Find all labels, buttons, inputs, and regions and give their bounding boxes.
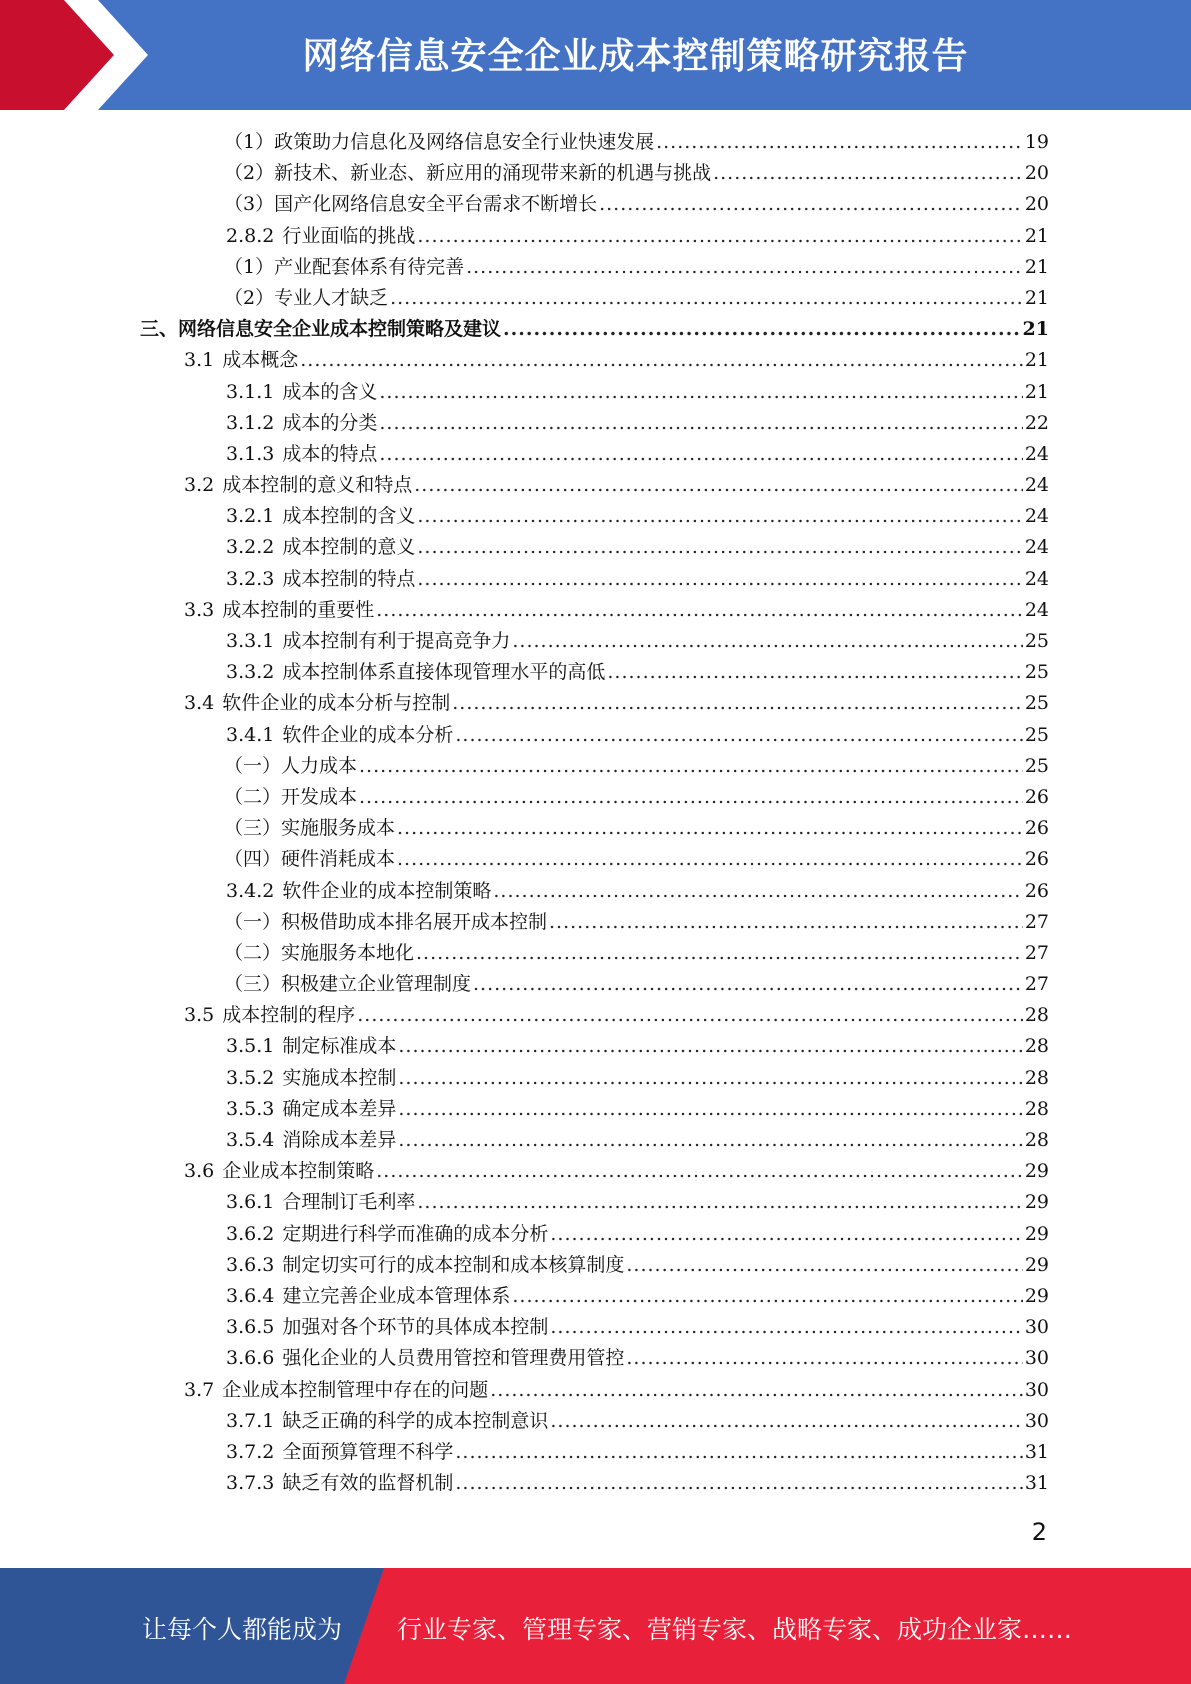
toc-entry-label: [226, 532, 415, 563]
toc-entry-page: 31: [1024, 1440, 1049, 1463]
toc-entry[interactable]: [140, 252, 1049, 283]
toc-entry-label: [226, 1281, 510, 1312]
toc-entry[interactable]: [140, 720, 1049, 751]
toc-entry-label: [226, 876, 491, 907]
toc-entry[interactable]: [140, 158, 1049, 189]
toc-entry-number: 3.3.1: [226, 630, 275, 652]
toc-entry[interactable]: [140, 844, 1049, 875]
toc-entry-page: 29: [1024, 1191, 1049, 1214]
toc-entry-page: 25: [1024, 723, 1049, 746]
toc-leader-dots: [490, 1375, 1023, 1406]
toc-entry-number: 3.6.1: [226, 1191, 275, 1214]
toc-entry-text: 成本控制有利于提高竞争力: [282, 630, 511, 652]
toc-leader-dots: [626, 1250, 1022, 1281]
toc-entry-label: [226, 1250, 624, 1281]
toc-entry-page: 30: [1024, 1378, 1049, 1401]
toc-entry[interactable]: [140, 1343, 1049, 1374]
toc-entry-label: [184, 1156, 374, 1187]
toc-entry-number: 3.6.2: [226, 1222, 275, 1245]
toc-entry-text: （三）实施服务成本: [224, 817, 396, 840]
toc-entry-label: [224, 969, 471, 1000]
toc-entry-number: 3.5: [184, 1004, 215, 1027]
toc-entry-number: 3.7: [184, 1378, 215, 1401]
toc-entry-page: 25: [1024, 661, 1049, 684]
toc-entry-text: （3）国产化网络信息安全平台需求不断增长: [224, 193, 598, 216]
toc-leader-dots: [379, 439, 1022, 470]
toc-entry-number: 3.6: [184, 1160, 215, 1183]
toc-entry[interactable]: [140, 314, 1049, 345]
toc-entry-page: 22: [1024, 411, 1049, 434]
toc-entry[interactable]: [140, 408, 1049, 439]
toc-leader-dots: [503, 314, 1021, 345]
toc-entry[interactable]: [140, 1468, 1049, 1499]
toc-entry-page: 30: [1024, 1347, 1049, 1370]
toc-entry-number: 3.5.2: [226, 1066, 275, 1089]
toc-entry-text: 成本控制的程序: [222, 1004, 356, 1027]
toc-leader-dots: [357, 1000, 1023, 1031]
toc-entry-label: [184, 595, 374, 626]
toc-entry-page: 26: [1024, 848, 1049, 871]
toc-entry-page: 21: [1024, 349, 1049, 372]
toc-leader-dots: [455, 1468, 1022, 1499]
toc-entry-text: 确定成本差异: [282, 1097, 397, 1120]
toc-entry-page: 24: [1024, 442, 1049, 465]
toc-entry-text: 成本控制的意义: [282, 536, 416, 559]
toc-entry-number: 3.3.2: [226, 661, 275, 684]
toc-entry-label: [226, 720, 453, 751]
toc-entry-page: 25: [1024, 630, 1049, 652]
toc-leader-dots: [379, 377, 1022, 408]
toc-leader-dots: [626, 1343, 1022, 1374]
toc-entry-text: （二）开发成本: [224, 785, 358, 808]
table-of-contents: [140, 127, 1049, 1499]
toc-entry-text: （三）积极建立企业管理制度: [224, 973, 472, 996]
toc-entry-label: [226, 1187, 415, 1218]
toc-entry-page: 26: [1024, 817, 1049, 840]
toc-entry-number: 3.2.2: [226, 536, 275, 559]
toc-entry-text: （四）硬件消耗成本: [224, 848, 396, 871]
toc-entry-label: [224, 844, 395, 875]
toc-entry-text: （二）实施服务本地化: [224, 941, 415, 964]
toc-entry-number: 3.4.1: [226, 723, 275, 746]
toc-entry-page: 29: [1024, 1222, 1049, 1245]
toc-leader-dots: [417, 501, 1022, 532]
toc-entry-text: 行业面临的挑战: [282, 224, 416, 247]
toc-entry-label: [224, 158, 711, 189]
toc-entry-text: 企业成本控制管理中存在的问题: [222, 1378, 489, 1401]
toc-entry-page: 21: [1024, 380, 1049, 403]
toc-entry-page: 29: [1024, 1160, 1049, 1183]
toc-entry-page: 29: [1024, 1284, 1049, 1307]
toc-entry-text: 合理制订毛利率: [282, 1191, 416, 1214]
toc-entry-label: [226, 1312, 548, 1343]
toc-entry-text: 实施成本控制: [282, 1066, 397, 1089]
toc-entry-number: 3.7.1: [226, 1409, 275, 1432]
toc-entry-number: 3.7.3: [226, 1472, 275, 1495]
toc-entry-page: 21: [1024, 286, 1049, 309]
toc-entry-text: 成本控制体系直接体现管理水平的高低: [282, 661, 606, 684]
toc-entry-number: 3.7.2: [226, 1440, 275, 1463]
toc-entry-label: [184, 1000, 355, 1031]
toc-entry-label: [226, 1031, 396, 1062]
toc-entry-label: [226, 1094, 396, 1125]
toc-entry[interactable]: [140, 1031, 1049, 1062]
toc-entry-text: 成本控制的意义和特点: [222, 474, 413, 497]
toc-leader-dots: [656, 127, 1023, 158]
toc-entry-page: 19: [1024, 131, 1049, 153]
toc-leader-dots: [398, 1094, 1022, 1125]
toc-entry[interactable]: [140, 1156, 1049, 1187]
page-number: 2: [1031, 1518, 1047, 1546]
toc-entry-number: 3.6.4: [226, 1284, 275, 1307]
toc-entry-label: [226, 439, 377, 470]
toc-entry-label: [224, 127, 654, 158]
toc-entry-text: 缺乏有效的监督机制: [282, 1472, 454, 1495]
toc-leader-dots: [713, 158, 1023, 189]
toc-entry-page: 21: [1024, 255, 1049, 278]
toc-entry[interactable]: [140, 1437, 1049, 1468]
toc-entry[interactable]: [140, 1125, 1049, 1156]
toc-entry-text: 成本的含义: [282, 380, 378, 403]
toc-entry-label: [140, 314, 501, 345]
toc-entry[interactable]: [140, 938, 1049, 969]
toc-entry[interactable]: [140, 345, 1049, 376]
toc-leader-dots: [376, 1156, 1023, 1187]
toc-entry-page: 26: [1024, 879, 1049, 902]
toc-entry-label: [226, 1406, 548, 1437]
toc-leader-dots: [397, 844, 1023, 875]
toc-entry-label: [224, 252, 464, 283]
toc-entry-page: 24: [1024, 536, 1049, 559]
toc-entry-page: 21: [1024, 224, 1049, 247]
toc-entry-label: [224, 938, 414, 969]
toc-leader-dots: [550, 1406, 1022, 1437]
toc-entry-text: 建立完善企业成本管理体系: [282, 1284, 511, 1307]
toc-entry-number: 3.6.5: [226, 1316, 275, 1339]
toc-entry-label: [226, 1063, 396, 1094]
toc-leader-dots: [455, 1437, 1022, 1468]
toc-entry[interactable]: [140, 688, 1049, 719]
toc-entry-number: 3.5.3: [226, 1097, 275, 1120]
toc-entry-text: 定期进行科学而准确的成本分析: [282, 1222, 549, 1245]
toc-leader-dots: [398, 1125, 1022, 1156]
toc-leader-dots: [359, 782, 1023, 813]
toc-entry[interactable]: [140, 1000, 1049, 1031]
toc-entry-label: [184, 345, 298, 376]
toc-entry-label: [224, 751, 357, 782]
toc-entry[interactable]: [140, 1281, 1049, 1312]
toc-entry-page: 31: [1024, 1472, 1049, 1495]
toc-leader-dots: [390, 283, 1023, 314]
toc-entry[interactable]: [140, 1406, 1049, 1437]
toc-entry-text: 软件企业的成本分析: [282, 723, 454, 746]
toc-leader-dots: [493, 876, 1022, 907]
toc-entry-text: 企业成本控制策略: [222, 1160, 375, 1183]
toc-entry-page: 24: [1024, 474, 1049, 497]
toc-entry[interactable]: [140, 813, 1049, 844]
toc-leader-dots: [452, 688, 1023, 719]
toc-entry-label: [226, 221, 415, 252]
toc-entry-text: 强化企业的人员费用管控和管理费用管控: [282, 1347, 625, 1370]
toc-entry-label: [226, 1343, 624, 1374]
toc-entry[interactable]: [140, 657, 1049, 688]
toc-entry-page: 30: [1024, 1409, 1049, 1432]
toc-entry-text: 制定切实可行的成本控制和成本核算制度: [282, 1253, 625, 1276]
toc-entry-text: 成本的特点: [282, 442, 378, 465]
toc-leader-dots: [397, 813, 1023, 844]
toc-entry-label: [224, 782, 357, 813]
toc-leader-dots: [414, 470, 1023, 501]
toc-entry[interactable]: [140, 221, 1049, 252]
toc-entry-label: [184, 688, 450, 719]
toc-entry-page: 27: [1024, 973, 1049, 996]
toc-entry[interactable]: [140, 1219, 1049, 1250]
toc-entry-number: 3.1.2: [226, 411, 275, 434]
toc-entry-page: 20: [1024, 193, 1049, 216]
toc-entry[interactable]: [140, 1063, 1049, 1094]
toc-entry-number: 3.2: [184, 474, 215, 497]
toc-entry-label: [226, 501, 415, 532]
toc-entry[interactable]: [140, 283, 1049, 314]
toc-entry-page: 28: [1024, 1066, 1049, 1089]
toc-entry-page: 27: [1024, 910, 1049, 933]
report-title: 网络信息安全企业成本控制策略研究报告: [302, 36, 969, 77]
toc-entry-text: 消除成本差异: [282, 1129, 397, 1151]
footer-slogan-right: 行业专家、管理专家、营销专家、战略专家、成功企业家……: [397, 1615, 1073, 1644]
toc-entry-number: 3.6.3: [226, 1253, 275, 1276]
toc-entry-label: [226, 564, 415, 595]
toc-leader-dots: [599, 189, 1023, 220]
toc-entry-page: 28: [1024, 1035, 1049, 1058]
toc-entry-text: 三、网络信息安全企业成本控制策略及建议: [140, 318, 502, 341]
toc-entry-text: 制定标准成本: [282, 1035, 397, 1058]
page-header: [0, 0, 1191, 110]
toc-entry-number: 3.1.3: [226, 442, 275, 465]
toc-entry-page: 25: [1024, 754, 1049, 777]
toc-entry[interactable]: [140, 532, 1049, 563]
toc-entry-page: 30: [1024, 1316, 1049, 1339]
toc-entry[interactable]: [140, 189, 1049, 220]
toc-entry[interactable]: [140, 1250, 1049, 1281]
toc-entry-label: [226, 377, 377, 408]
toc-entry-page: 20: [1024, 162, 1049, 185]
toc-entry-label: [226, 657, 605, 688]
toc-entry[interactable]: [140, 127, 1049, 158]
toc-entry-label: [224, 189, 597, 220]
toc-entry-page: 26: [1024, 785, 1049, 808]
toc-entry-label: [226, 1219, 548, 1250]
toc-entry-number: 3.6.6: [226, 1347, 275, 1370]
toc-entry[interactable]: [140, 1187, 1049, 1218]
toc-entry[interactable]: [140, 439, 1049, 470]
toc-entry[interactable]: [140, 595, 1049, 626]
toc-leader-dots: [512, 626, 1022, 657]
toc-entry-text: 加强对各个环节的具体成本控制: [282, 1316, 549, 1339]
toc-entry-text: （2）新技术、新业态、新应用的涌现带来新的机遇与挑战: [224, 162, 712, 185]
toc-entry-text: 软件企业的成本控制策略: [282, 879, 492, 902]
toc-leader-dots: [376, 595, 1023, 626]
toc-entry-number: 3.5.1: [226, 1035, 275, 1058]
toc-leader-dots: [550, 1219, 1022, 1250]
toc-entry-page: 29: [1024, 1253, 1049, 1276]
toc-entry-number: 3.4.2: [226, 879, 275, 902]
toc-entry-text: （一）人力成本: [224, 754, 358, 777]
header-arrow-decoration: [0, 0, 160, 110]
toc-entry-page: 28: [1024, 1097, 1049, 1120]
toc-entry-label: [184, 470, 412, 501]
toc-leader-dots: [466, 252, 1023, 283]
toc-leader-dots: [398, 1031, 1022, 1062]
toc-entry-number: 3.1.1: [226, 380, 275, 403]
toc-entry-label: [224, 283, 388, 314]
toc-entry-page: 28: [1024, 1004, 1049, 1027]
toc-entry-text: 软件企业的成本分析与控制: [222, 692, 451, 715]
toc-leader-dots: [512, 1281, 1022, 1312]
toc-leader-dots: [455, 720, 1022, 751]
toc-entry-text: （1）政策助力信息化及网络信息安全行业快速发展: [224, 131, 655, 153]
toc-leader-dots: [398, 1063, 1022, 1094]
toc-entry[interactable]: [140, 564, 1049, 595]
toc-entry[interactable]: [140, 969, 1049, 1000]
toc-leader-dots: [473, 969, 1023, 1000]
toc-entry-label: [226, 1437, 453, 1468]
footer-slogan-left: 让每个人都能成为: [142, 1615, 343, 1644]
toc-entry-number: 3.5.4: [226, 1129, 275, 1151]
toc-leader-dots: [417, 532, 1022, 563]
toc-leader-dots: [549, 907, 1023, 938]
toc-entry[interactable]: [140, 501, 1049, 532]
toc-entry-label: [224, 907, 547, 938]
toc-entry-text: 成本概念: [222, 349, 299, 372]
toc-leader-dots: [300, 345, 1023, 376]
toc-leader-dots: [417, 1187, 1022, 1218]
toc-leader-dots: [416, 938, 1023, 969]
toc-leader-dots: [607, 657, 1022, 688]
toc-entry-label: [226, 626, 510, 657]
toc-entry-text: 成本控制的特点: [282, 567, 416, 590]
toc-entry-text: （一）积极借助成本排名展开成本控制: [224, 910, 548, 933]
toc-leader-dots: [359, 751, 1023, 782]
toc-entry-number: 3.3: [184, 598, 215, 621]
toc-entry-text: 成本控制的含义: [282, 505, 416, 528]
toc-entry-page: 21: [1022, 318, 1049, 341]
toc-entry-label: [184, 1375, 488, 1406]
toc-leader-dots: [417, 221, 1022, 252]
toc-leader-dots: [550, 1312, 1022, 1343]
toc-entry-number: 3.2.1: [226, 505, 275, 528]
toc-entry[interactable]: [140, 470, 1049, 501]
toc-entry-text: 成本控制的重要性: [222, 598, 375, 621]
toc-entry-label: [226, 408, 377, 439]
toc-entry-page: 24: [1024, 567, 1049, 590]
toc-entry-text: （2）专业人才缺乏: [224, 286, 389, 309]
toc-entry-page: 25: [1024, 692, 1049, 715]
toc-entry-number: 2.8.2: [226, 224, 275, 247]
toc-leader-dots: [379, 408, 1022, 439]
toc-entry-page: 28: [1024, 1129, 1049, 1151]
toc-entry[interactable]: [140, 907, 1049, 938]
toc-entry-number: 3.2.3: [226, 567, 275, 590]
toc-entry[interactable]: [140, 876, 1049, 907]
toc-entry-text: 成本的分类: [282, 411, 378, 434]
toc-entry-number: 3.1: [184, 349, 215, 372]
toc-entry-text: 全面预算管理不科学: [282, 1440, 454, 1463]
toc-entry-label: [226, 1125, 396, 1156]
toc-entry[interactable]: [140, 1094, 1049, 1125]
toc-entry-text: 缺乏正确的科学的成本控制意识: [282, 1409, 549, 1432]
toc-leader-dots: [417, 564, 1022, 595]
toc-entry[interactable]: [140, 751, 1049, 782]
toc-entry[interactable]: [140, 377, 1049, 408]
toc-entry-page: 27: [1024, 941, 1049, 964]
toc-entry[interactable]: [140, 1312, 1049, 1343]
toc-entry[interactable]: [140, 626, 1049, 657]
toc-entry-page: 24: [1024, 598, 1049, 621]
toc-entry-label: [226, 1468, 453, 1499]
toc-entry-number: 3.4: [184, 692, 215, 715]
page-footer: [0, 1568, 1191, 1684]
toc-entry[interactable]: [140, 1375, 1049, 1406]
toc-entry-text: （1）产业配套体系有待完善: [224, 255, 465, 278]
toc-entry-page: 24: [1024, 505, 1049, 528]
toc-entry[interactable]: [140, 782, 1049, 813]
toc-entry-label: [224, 813, 395, 844]
